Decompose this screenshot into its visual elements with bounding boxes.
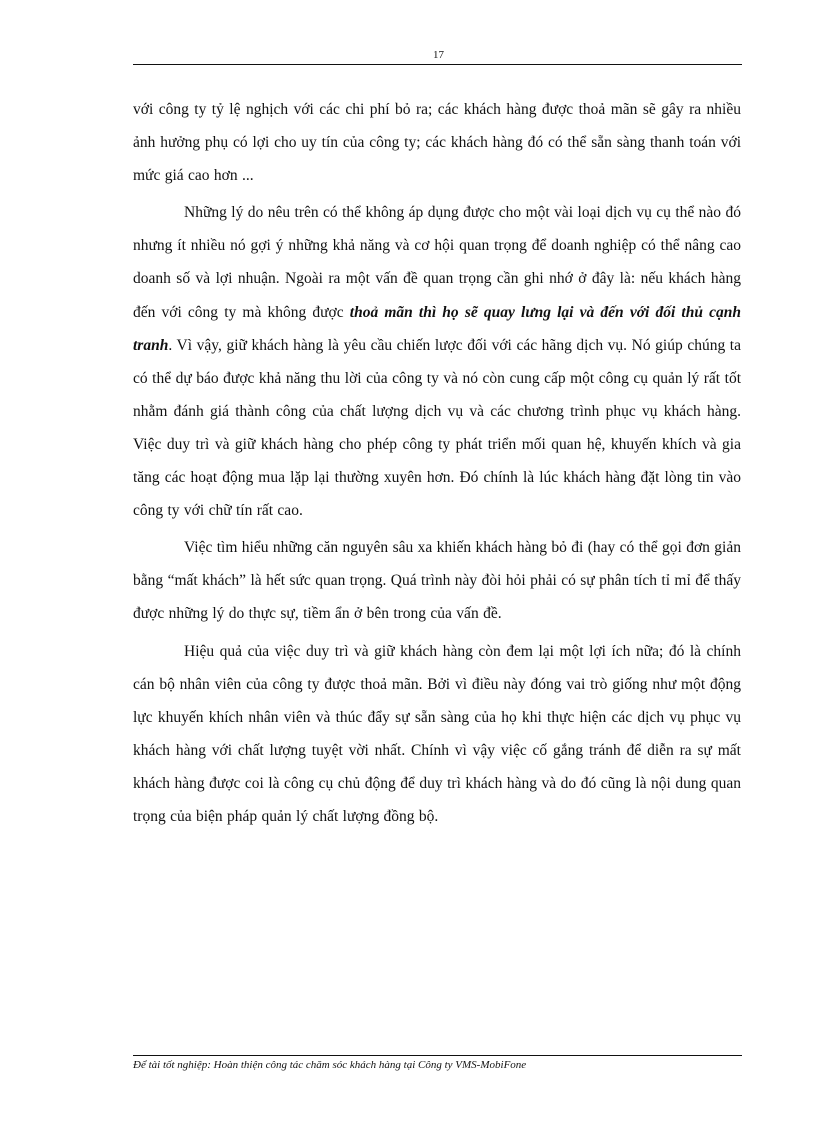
paragraph-4: Hiệu quả của việc duy trì và giữ khách hàng còn đem lại một lợi ích nữa; đó là chính cán bộ nhân viên của công ty được thoả mãn. Bởi vì điều này đóng vai trò giống như một động lực khuyến khích nhân viên và thúc đẩy sự sẵn sàng của họ khi thực hiện các dịch vụ phục vụ khách hàng với chất lượng tuyệt vời nhất. Chính vì vậy việc cố gắng tránh để diễn ra sự mất khách hàng được coi là công cụ chủ động để duy trì khách hàng và do đó cũng là nội dung quan trọng của biện pháp quản lý chất lượng đồng bộ. xyxy=(133,642,741,825)
header-rule xyxy=(133,64,742,65)
paragraph-2 xyxy=(133,196,741,527)
paragraph-2-text-after: . Vì vậy, giữ khách hàng là yêu cầu chiến lược đối với các hãng dịch vụ. Nó giúp chúng ta có thể dự báo được khả năng thu lời của công ty và nó còn cung cấp một công cụ quản lý rất tốt nhằm đánh giá thành công của chất lượng dịch vụ và các chương trình phục vụ khách hàng. Việc duy trì và giữ khách hàng cho phép công ty phát triển mối quan hệ, khuyến khích và gia tăng các hoạt động mua lặp lại thường xuyên hơn. Đó chính là lúc khách hàng đặt lòng tin vào công ty với chữ tín rất cao. xyxy=(133,336,741,520)
footer-rule xyxy=(133,1055,742,1056)
paragraph-1: với công ty tỷ lệ nghịch với các chi phí bỏ ra; các khách hàng được thoả mãn sẽ gây ra nhiều ảnh hưởng phụ có lợi cho uy tín của công ty; các khách hàng đó có thể sẵn sàng thanh toán với mức giá cao hơn ... xyxy=(133,101,741,185)
document-body xyxy=(133,93,741,837)
paragraph-2-text-before: Những lý do nêu trên có thể không áp dụng được cho một vài loại dịch vụ cụ thể nào đó nhưng ít nhiều nó gợi ý những khả năng và cơ hội quan trọng để doanh nghiệp có thể nâng cao doanh số và lợi nhuận. Ngoài ra một vấn đề quan trọng cần ghi nhớ ở đây là: nếu khách hàng đến với công ty mà không được xyxy=(133,204,741,321)
paragraph-3: Việc tìm hiểu những căn nguyên sâu xa khiến khách hàng bỏ đi (hay có thể gọi đơn giản bằng “mất khách” là hết sức quan trọng. Quá trình này đòi hỏi phải có sự phân tích tỉ mỉ để thấy được những lý do thực sự, tiềm ẩn ở bên trong của vấn đề. xyxy=(133,539,741,623)
footer-text: Để tài tốt nghiệp: Hoàn thiện công tác chăm sóc khách hàng tại Công ty VMS-MobiFone xyxy=(133,1059,527,1071)
page-number: 17 xyxy=(433,49,444,61)
paragraph-2-emphasis: thoả mãn thì họ sẽ quay lưng lại và đến với đối thủ cạnh tranh xyxy=(133,303,741,354)
